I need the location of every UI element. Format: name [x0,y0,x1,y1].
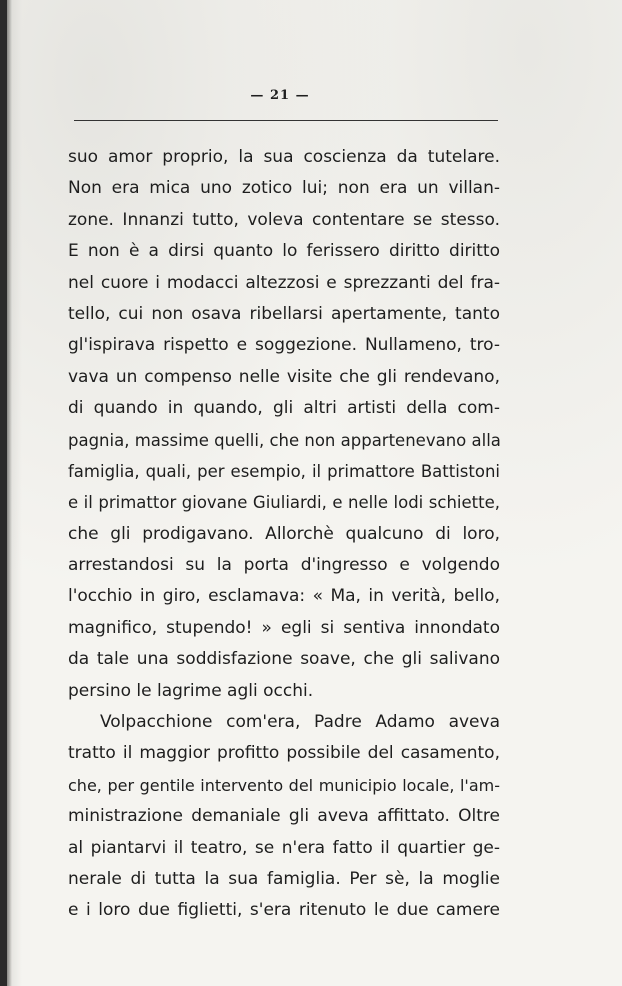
book-spine-shadow [0,0,7,986]
text-line: Non era mica uno zotico lui; non era un villan- [68,178,500,199]
body-text [68,142,500,927]
text-line: zone. Innanzi tutto, voleva contentare se stesso. [68,209,500,230]
text-line: e i loro due figlietti, s'era ritenuto le due camere [68,900,500,921]
text-line: che gli prodigavano. Allorchè qualcuno di loro, [68,523,500,544]
book-gutter-shade [7,0,12,986]
text-line: al piantarvi il teatro, se n'era fatto il quartier ge- [68,837,500,858]
page-number: — 21 — [250,88,310,103]
text-line: famiglia, quali, per esempio, il primattore Battistoni [68,461,500,481]
text-line: arrestandosi su la porta d'ingresso e volgendo [68,555,500,576]
text-line: magnifico, stupendo! » egli si sentiva innondato [68,617,500,638]
text-line: di quando in quando, gli altri artisti della com- [68,398,500,419]
text-line: tratto il maggior profitto possibile del casamento, [68,743,500,764]
text-line: vava un compenso nelle visite che gli rendevano, [68,366,500,387]
text-line: pagnia, massime quelli, che non appartenevano alla [68,430,501,450]
text-line: E non è a dirsi quanto lo ferissero diritto diritto [68,241,500,262]
text-line: nel cuore i modacci altezzosi e sprezzanti del fra- [68,272,500,293]
text-line: persino le lagrime agli occhi. [68,680,314,701]
text-line: Volpacchione com'era, Padre Adamo aveva [100,712,500,733]
text-line: da tale una soddisfazione soave, che gli salivano [68,649,500,670]
text-line: l'occhio in giro, esclamava: « Ma, in verità, bello, [68,586,500,607]
text-line: ministrazione demaniale gli aveva affittato. Oltre [68,806,500,827]
text-line: e il primattor giovane Giuliardi, e nelle lodi schiette, [68,493,500,513]
text-line: nerale di tutta la sua famiglia. Per sè, la moglie [68,868,500,889]
text-line: gl'ispirava rispetto e soggezione. Nullameno, tro- [68,335,500,356]
text-line: suo amor proprio, la sua coscienza da tutelare. [68,147,500,167]
text-line: che, per gentile intervento del municipio locale, l'am- [68,775,500,795]
text-line: tello, cui non osava ribellarsi apertamente, tanto [68,303,500,324]
header-rule [74,120,498,121]
